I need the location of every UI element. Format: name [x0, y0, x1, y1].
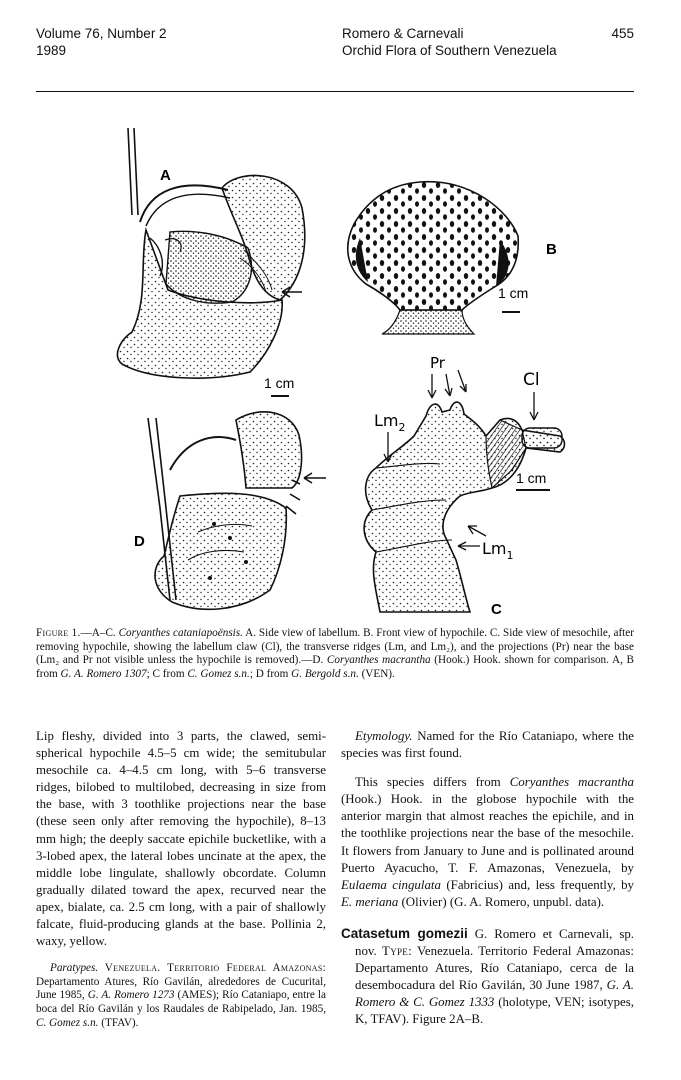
- label-lm2: $Lm_2$: [374, 411, 406, 434]
- arrow-icon: [530, 392, 538, 420]
- arrow-icon: [304, 473, 326, 483]
- orchid-figure: [0, 100, 681, 620]
- volume-number: Volume 76, Number 2: [36, 26, 167, 41]
- arrow-icon: [384, 432, 392, 462]
- label-cl: Cl: [523, 370, 540, 390]
- running-head-center: [342, 25, 557, 59]
- drawing-a-labellum-side-view: [117, 128, 304, 378]
- figure-caption: Figure 1.—A–C. Coryanthes cataniapoënsis. A. Side view of labellum. B. Front view of hypochile. C. Side view of mesochile, after removing hypochile, showing the labellum claw (Cl), the transverse ridges (Lm, and Lm₂), and the projections (Pr) near the base (Lm₂ and Pr not visible unless the hypochile is removed).—D. Coryanthes macrantha (Hook.) Hook. shown for comparison. A, B from G. A. Romero 1307; C from C. Gomez s.n.; D from G. Bergold s.n. (VEN).: [36, 627, 634, 681]
- label-lm1: $Lm_1$: [482, 539, 514, 562]
- label-a: A: [160, 167, 171, 184]
- running-head-left: [36, 25, 167, 59]
- scale-bar-b-label: 1 cm: [498, 285, 529, 301]
- header-rule: [36, 91, 634, 92]
- label-pr: Pr: [430, 354, 445, 372]
- etymology-paragraph: Etymology. Named for the Río Cataniapo, where the species was first found.: [341, 729, 634, 761]
- right-column: [341, 728, 634, 1029]
- running-title: Orchid Flora of Southern Venezuela: [342, 43, 557, 58]
- catasetum-gomezii-entry: Catasetum gomezii G. Romero et Carnevali, sp. nov. Type: Venezuela. Territorio Federal Amazonas: Departamento Atures, Río Cataniapo, cerca de la desembocadura del Río Gavilán, 30 June 1987, G. A. Romero & C. Gomez 1333 (holotype, VEN; isotypes, K, TFAV). Figure 2A–B.: [341, 925, 635, 1027]
- label-d: D: [134, 533, 145, 550]
- author-names: Romero & Carnevali: [342, 26, 464, 41]
- page-number: 455: [611, 26, 634, 41]
- publication-year: 1989: [36, 43, 67, 58]
- species-name: Catasetum gomezii: [341, 925, 468, 941]
- scale-bar-c-label: 1 cm: [516, 470, 547, 486]
- differences-paragraph: This species differs from Coryanthes macrantha (Hook.) Hook. in the globose hypochile with the anterior margin that almost reaches the epichile, and in the toothlike projections near the base of the mesochile. It flowers from January to June and is pollinated around Puerto Ayacucho, T. F. Amazonas, Venezuela, by Eulaema cingulata (Fabricius) and, less frequently, by E. meriana (Olivier) (G. A. Romero, unpubl. data).: [341, 775, 634, 909]
- drawing-d-coryanthes-macrantha: [148, 412, 302, 609]
- lip-description: Lip fleshy, divided into 3 parts, the clawed, semispherical hypochile 4.5–5 cm wide; the semitubular mesochile ca. 4–4.5 cm long, with 5–6 transverse ridges, bilobed to multilobed, decreasing in size from the base, with 3 toothlike projections near the base (these seen only after removing the hypochile), 8–13 mm high; the deeply saccate epichile bucketlike, with a 3-lobed apex, the lateral lobes uncinate at the apex, the middle lobe lingulate, shallowly obcordate. Column gradually dilated toward the apex, recurved near the apex, bialate, ca. 2.5 cm long, with a pair of shallowly falcate, fluid-producing glands at the base. Pollinia 2, waxy, yellow.: [36, 729, 326, 949]
- left-column: [36, 728, 326, 1030]
- label-c: C: [491, 601, 502, 618]
- figure-label: Figure 1.: [36, 627, 81, 639]
- drawing-b-hypochile-front-view: [348, 182, 518, 334]
- scale-bar-a-label: 1 cm: [264, 375, 295, 391]
- drawing-c-mesochile-side-view: [364, 402, 564, 612]
- arrow-icon: [428, 370, 466, 398]
- paratypes: Paratypes. Venezuela. Territorio Federal Amazonas: Departamento Atures, Río Gavilán, alrededores de Cucurital, June 1985, G. A. Romero 1273 (AMES); Río Cataniapo, entre la boca del Río Gavilán y los Raudales de Rabipelado, Jan. 1985, C. Gomez s.n. (TFAV).: [36, 962, 326, 1029]
- label-b: B: [546, 241, 557, 258]
